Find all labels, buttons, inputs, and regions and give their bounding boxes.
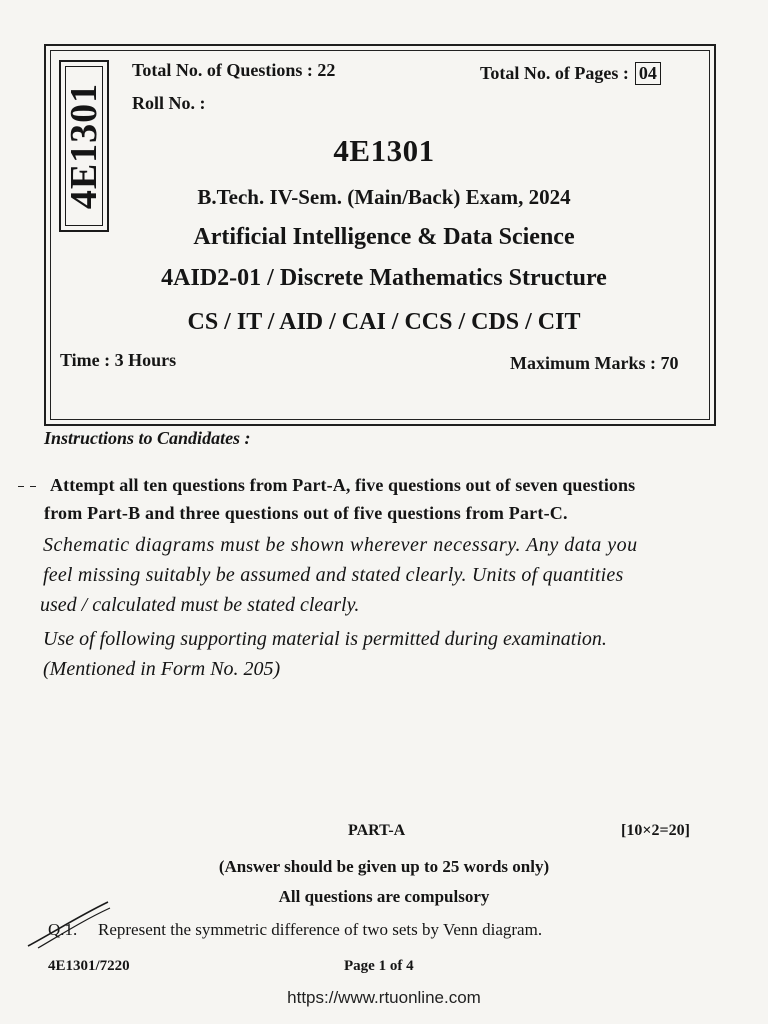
margin-mark: [18, 486, 24, 487]
instruction-line-2: from Part-B and three questions out of five questions from Part-C.: [44, 503, 568, 523]
footer-page: Page 1 of 4: [344, 958, 414, 974]
paper-code-vertical: 4E1301: [63, 82, 105, 210]
part-a-compulsory: All questions are compulsory: [278, 887, 490, 906]
instruction-line-5: used / calculated must be stated clearly.: [40, 594, 360, 616]
q1-text: Represent the symmetric difference of two sets by Venn diagram.: [98, 920, 543, 939]
total-pages-value: 04: [635, 62, 661, 85]
instruction-line-6: Use of following supporting material is permitted during examination.: [43, 628, 607, 650]
footer-code: 4E1301/7220: [48, 958, 130, 974]
total-questions: Total No. of Questions : 22: [132, 60, 336, 80]
instruction-line-3: Schematic diagrams must be shown wherever necessary. Any data you: [43, 534, 638, 556]
max-marks: Maximum Marks : 70: [510, 353, 679, 373]
part-a-marks: [10×2=20]: [621, 822, 690, 839]
exam-title: B.Tech. IV-Sem. (Main/Back) Exam, 2024: [197, 185, 571, 209]
footer-url[interactable]: https://www.rtuonline.com: [287, 988, 481, 1007]
streams-title: CS / IT / AID / CAI / CCS / CDS / CIT: [187, 309, 581, 335]
roll-no: Roll No. :: [132, 93, 206, 113]
branch-title: Artificial Intelligence & Data Science: [193, 224, 575, 250]
exam-time: Time : 3 Hours: [60, 350, 177, 370]
part-a-title: PART-A: [348, 822, 406, 839]
total-pages: [480, 62, 661, 85]
part-a-note: (Answer should be given up to 25 words only): [218, 857, 550, 876]
subject-title: 4AID2-01 / Discrete Mathematics Structure: [161, 265, 607, 291]
instruction-line-7: (Mentioned in Form No. 205): [43, 658, 281, 680]
q1-number: Q.1.: [48, 920, 78, 939]
pen-scribble: [24, 896, 114, 952]
instruction-line-4: feel missing suitably be assumed and stated clearly. Units of quantities: [43, 564, 624, 586]
paper-code: 4E1301: [333, 133, 435, 168]
margin-mark: [30, 486, 36, 487]
instruction-line-1: Attempt all ten questions from Part-A, five questions out of seven questions: [50, 475, 636, 495]
total-pages-label: Total No. of Pages :: [480, 63, 629, 83]
instructions-heading: Instructions to Candidates :: [44, 428, 251, 448]
